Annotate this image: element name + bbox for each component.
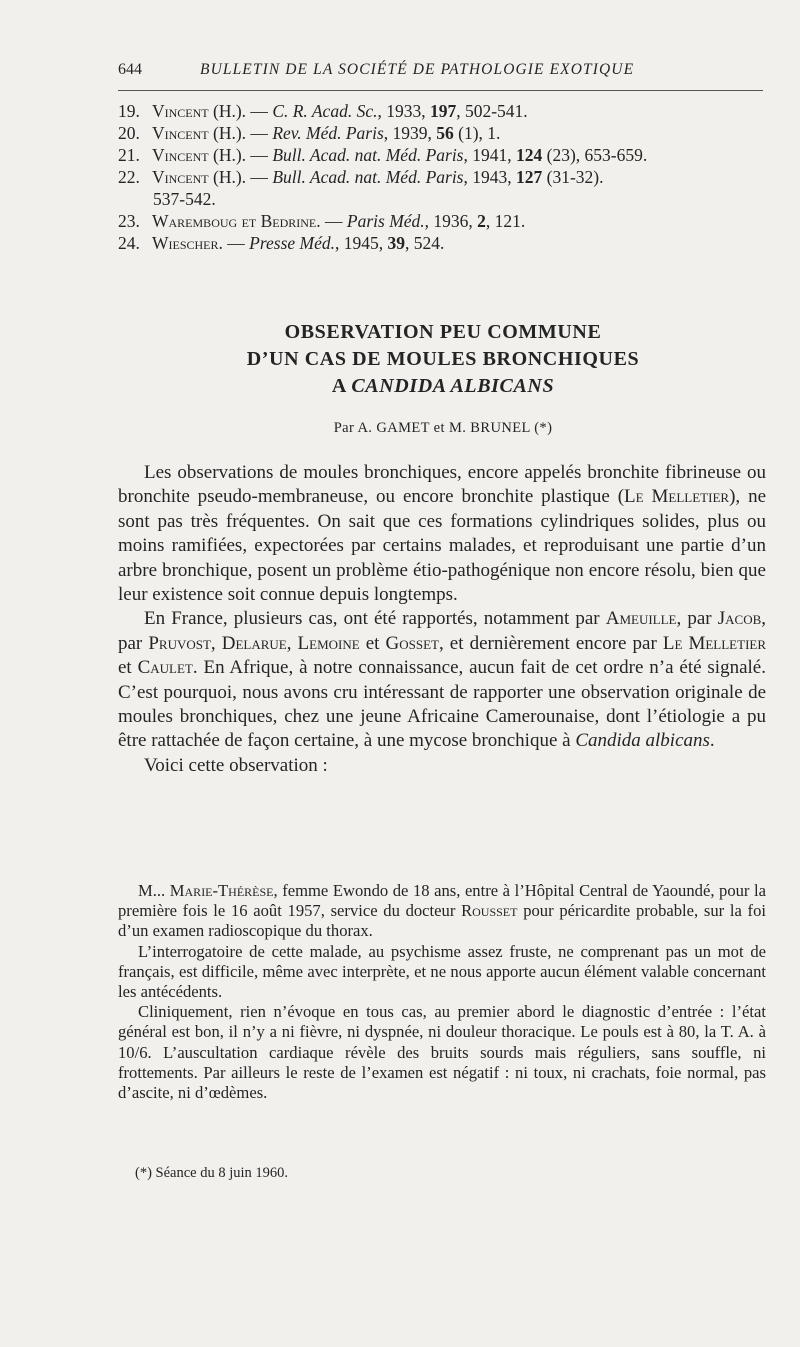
reference-item: 22. Vincent (H.). — Bull. Acad. nat. Méd. Paris, 1943, 127 (31-32). [118,167,604,187]
article-title-line-3: A CANDIDA ALBICANS [331,375,555,397]
page-number: 644 [118,61,142,78]
reference-item: 21. Vincent (H.). — Bull. Acad. nat. Méd. Paris, 1941, 124 (23), 653-659. [118,145,648,165]
reference-list [118,100,768,254]
journal-title: BULLETIN DE LA SOCIÉTÉ DE PATHOLOGIE EXOTIQUE [200,61,635,78]
organism-name: CANDIDA ALBICANS [351,375,555,397]
body-paragraph: Voici cette observation : [144,754,328,776]
article-body [118,461,766,778]
running-header [118,61,758,83]
article-title-line-1: OBSERVATION PEU COMMUNE [284,321,602,343]
reference-item: 20. Vincent (H.). — Rev. Méd. Paris, 1939, 56 (1), 1. [118,123,501,143]
case-paragraph: M... Marie-Thérèse, femme Ewondo de 18 ans, entre à l’Hôpital Central de Yaoundé, pour la première fois le 16 août 1957, service du docteur Rousset pour péricardite probable, sur la foi d’un examen radioscopique du thorax. [118,881,766,941]
body-paragraph: En France, plusieurs cas, ont été rapportés, notamment par Ameuille, par Jacob, par Pruvost, Delarue, Lemoine et Gosset, et dernièrement encore par Le Melletier et Caulet. En Afrique, à notre connaissance, aucun fait de cet ordre n’a été signalé. C’est pourquoi, nous avons cru intéressant de rapporter une observation originale de moules bronchiques, chez une jeune Africaine Camerounaise, dont l’étiologie a pu être rattachée de façon certaine, à une mycose bronchique à Candida albicans. [118,608,767,752]
article-title-line-2: D’UN CAS DE MOULES BRONCHIQUES [246,348,640,370]
reference-item: 19. Vincent (H.). — C. R. Acad. Sc., 1933, 197, 502-541. [118,101,528,121]
case-paragraph: Cliniquement, rien n’évoque en tous cas, au premier abord le diagnostic d’entrée : l’état général est bon, il n’y a ni fièvre, ni dyspnée, ni douleur thoracique. Le pouls est à 80, la T. A. à 10/6. L’auscultation cardiaque révèle des bruits sourds mais réguliers, sans souffle, ni frottements. Par ailleurs le reste de l’examen est négatif : ni toux, ni crachats, foie normal, pas d’ascite, ni d’œdèmes. [118,1002,766,1103]
reference-continuation: 537-542. [153,189,216,209]
case-report [118,881,766,1103]
article-authors: Par A. GAMET et M. BRUNEL (*) [333,420,553,436]
reference-item: 24. Wiescher. — Presse Méd., 1945, 39, 524. [118,233,445,253]
header-rule [118,90,763,91]
case-paragraph: L’interrogatoire de cette malade, au psychisme assez fruste, ne comprenant pas un mot de français, est difficile, même avec interprète, et ne nous apporte aucun élément valable concernant les antécédents. [118,941,766,1002]
footnote: (*) Séance du 8 juin 1960. [135,1165,289,1181]
reference-item: 23. Waremboug et Bedrine. — Paris Méd., 1936, 2, 121. [118,211,526,231]
body-paragraph: Les observations de moules bronchiques, encore appelés bronchite fibrineuse ou bronchite pseudo-membraneuse, ou encore bronchite plastique (Le Melletier), ne sont pas très fréquentes. On sait que ces formations cylindriques solides, plus ou moins ramifiées, expectorées par certains malades, et reproduisant une partie d’un arbre bronchique, posent un problème étio-pathogénique non encore résolu, bien que leur existence soit connue depuis longtemps. [118,462,767,606]
